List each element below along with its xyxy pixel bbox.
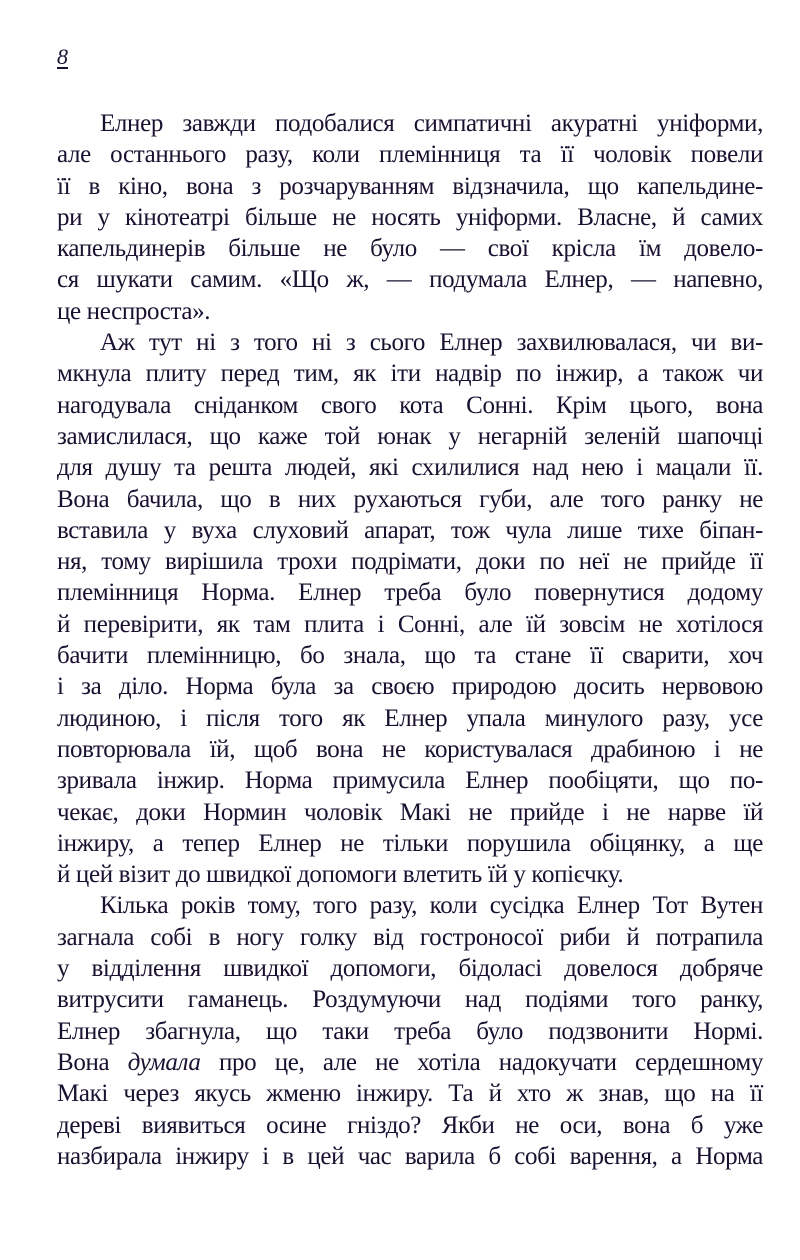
- text-line: людиною, і після того як Елнер упала минулого разу, усе: [57, 704, 763, 732]
- text-line: але останнього разу, коли племінниця та її чоловік повели: [57, 141, 763, 169]
- text-line: й цей візит до швидкої допомоги влетить їй у копієчку.: [57, 861, 624, 889]
- text-line: ня, тому вирішила трохи подрімати, доки по неї не прийде її: [57, 548, 763, 576]
- paragraph-2: [57, 327, 763, 890]
- text-line: чекає, доки Нормин чоловік Макі не прийде і не нарве їй: [57, 798, 763, 826]
- page-number: 8: [57, 44, 68, 69]
- text-line-with-italic: [57, 1047, 763, 1078]
- text-line: вставила у вуха слуховий апарат, тож чула лише тихе біпан-: [57, 516, 763, 544]
- text-line: назбирала інжиру і в цей час варила б собі варення, а Норма: [57, 1142, 763, 1170]
- text-line: Вона бачила, що в них рухаються губи, але того ранку не: [57, 485, 763, 513]
- text-line: і за діло. Норма була за своєю природою досить нервовою: [57, 673, 763, 701]
- book-page-body: [57, 108, 763, 1172]
- text-line: витрусити гаманець. Роздумуючи над подіями того ранку,: [57, 986, 763, 1014]
- text-line: Елнер збагнула, що таки треба було подзвонити Нормі.: [57, 1017, 763, 1045]
- paragraph-3: [57, 890, 763, 1172]
- text-line: ся шукати самим. «Що ж, — подумала Елнер, — напевно,: [57, 266, 763, 294]
- text-line: зривала інжир. Норма примусила Елнер пообіцяти, що по-: [57, 767, 763, 795]
- text-line: Кілька років тому, того разу, коли сусідка Елнер Тот Вутен: [100, 892, 763, 920]
- text-segment: про це, але не хотіла надокучати сердешному: [200, 1048, 764, 1076]
- text-line: Елнер завжди подобалися симпатичні акуратні уніформи,: [100, 110, 763, 137]
- text-line: у відділення швидкої допомоги, бідоласі довелося добряче: [57, 955, 763, 983]
- text-line: її в кіно, вона з розчаруванням відзначила, що капельдине-: [57, 172, 763, 200]
- text-segment: Вона: [57, 1048, 128, 1076]
- text-line: й перевірити, як там плита і Сонні, але їй зовсім не хотілося: [57, 610, 763, 638]
- text-line: інжиру, а тепер Елнер не тільки порушила обіцянку, а ще: [57, 829, 763, 857]
- text-line: мкнула плиту перед тим, як іти надвір по інжир, а також чи: [57, 360, 763, 388]
- text-line: нагодувала сніданком свого кота Сонні. Крім цього, вона: [57, 391, 763, 419]
- paragraph-1: [57, 108, 763, 327]
- text-line: капельдинерів більше не було — свої крісла їм довело-: [57, 235, 763, 263]
- text-line: для душу та решта людей, які схилилися над нею і мацали її.: [57, 454, 763, 482]
- text-line: племінниця Норма. Елнер треба було повернутися додому: [57, 579, 763, 607]
- text-line: Макі через якусь жменю інжиру. Та й хто ж знав, що на її: [57, 1080, 763, 1108]
- text-line: повторювала їй, щоб вона не користувалася драбиною і не: [57, 735, 763, 763]
- text-line: загнала собі в ногу голку від гостроносої риби й потрапила: [57, 923, 763, 951]
- text-line: бачити племінницю, бо знала, що та стане її сварити, хоч: [57, 642, 763, 670]
- text-line: замислилася, що каже той юнак у негарній зеленій шапочці: [57, 422, 763, 450]
- text-line: дереві виявиться осине гніздо? Якби не оси, вона б уже: [57, 1111, 763, 1139]
- text-line: ри у кінотеатрі більше не носять уніформи. Власне, й самих: [57, 203, 763, 231]
- emphasized-word: думала: [127, 1048, 201, 1076]
- text-line: Аж тут ні з того ні з сього Елнер захвилювалася, чи ви-: [100, 329, 763, 357]
- text-line: це неспроста».: [57, 297, 211, 325]
